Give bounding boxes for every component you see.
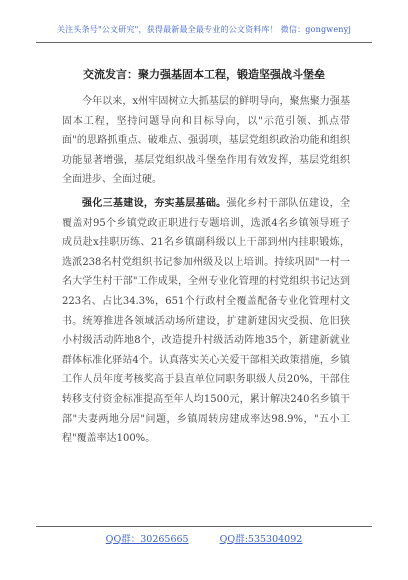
paragraph-lead: 强化三基建设，夯实基层基础。	[82, 197, 227, 209]
footer	[0, 531, 408, 545]
header-promo-note: 关注头条号"公文研究"，获得最新最全最专业的公文资料库！ 微信：gongwenyj	[56, 25, 352, 34]
qq-group-1: QQ群：30265665	[105, 534, 189, 545]
document-body	[62, 92, 350, 453]
header-divider	[36, 42, 372, 43]
document-title: 交流发言：聚力强基固本工程，锻造坚强战斗堡垒	[83, 68, 325, 81]
paragraph-text: 强化乡村干部队伍建设，全覆盖对95个乡镇党政正职进行专题培训，选派4名乡镇领导班子成员赴x挂职历练、21名乡镇副科级以上干部到州内挂职锻炼，选派238名村党组织书记参加州级及以上培训。持续巩固"一村一名大学生村干部"工作成果，全州专业化管理的村党组织书记达到223名、占比34.3%，651个行政村全覆盖配备专业化管理村文书。统筹推进各领域活动场所建设，扩建新建因灾受损、危旧狭小村级活动阵地8个，改造提升村级活动阵地35个，新建新就业群体标准化驿站4个。认真落实关心关爱干部相关政策措施，乡镇工作人员年度考核奖高于县直单位同职务职级人员20%，干部住转移支付资金标准提高至年人均1500元，累计解决240名乡镇干部"夫妻两地分居"问题，乡镇周转房建成率达98.9%，"五小工程"覆盖率达100%。	[62, 197, 351, 445]
footer-divider	[36, 526, 372, 527]
paragraph	[62, 92, 350, 190]
qq-group-2: QQ群:535304092	[219, 534, 303, 545]
paragraph	[62, 194, 350, 449]
paragraph-text: 今年以来，x州牢固树立大抓基层的鲜明导向，聚焦聚力强基固本工程，坚持问题导向和目标导向，以"示范引领、抓点带面"的思路抓重点、破难点、强弱项，基层党组织政治功能和组织功能显著增强，基层党组织战斗堡垒作用有效发挥，基层党组织全面进步、全面过硬。	[62, 96, 350, 186]
